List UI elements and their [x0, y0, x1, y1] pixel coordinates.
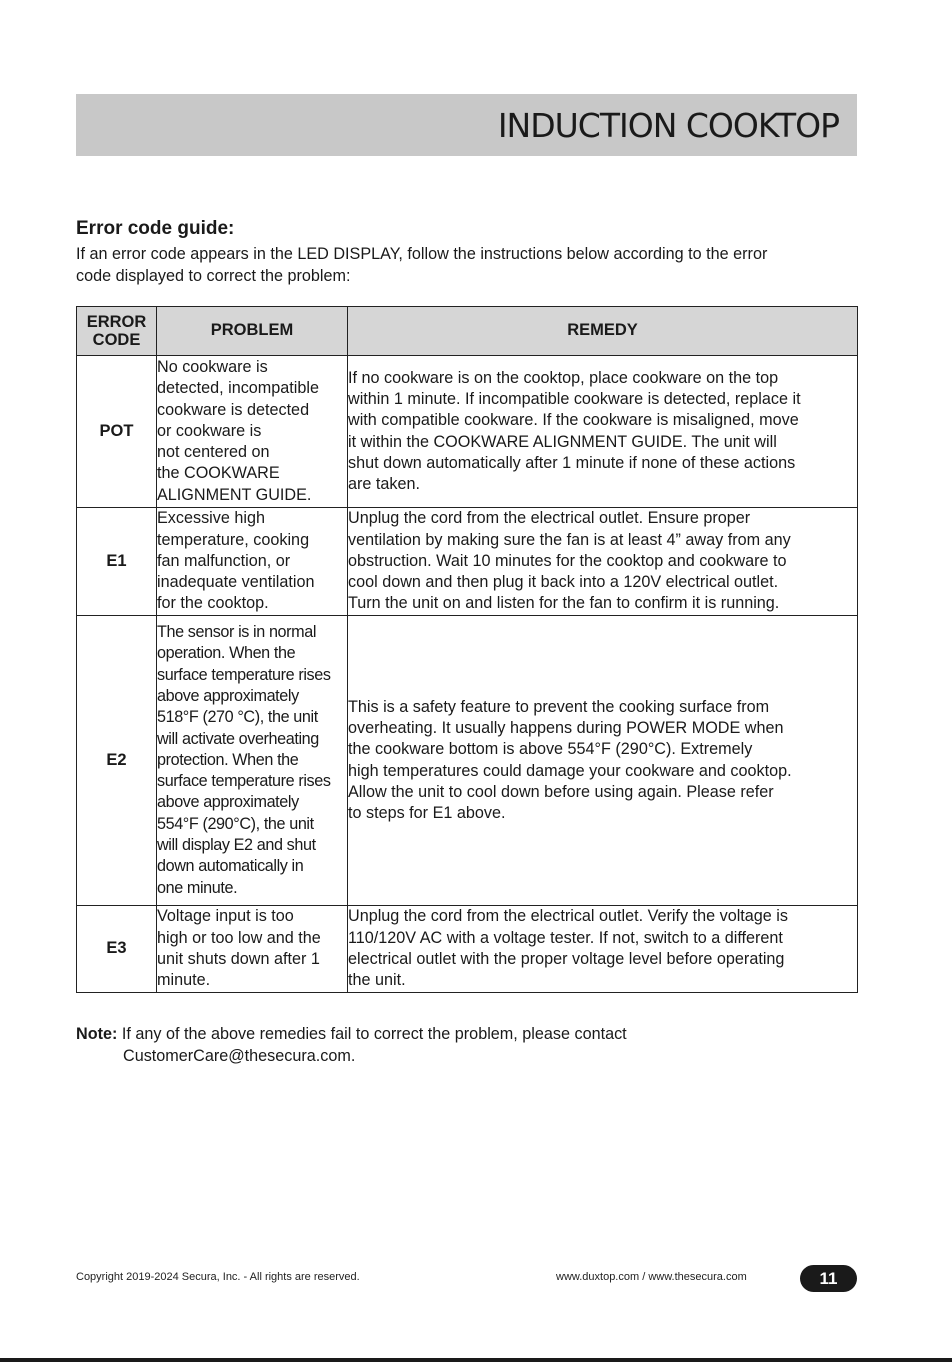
problem-line: ALIGNMENT GUIDE.: [157, 485, 312, 504]
problem-line: will display E2 and shut: [157, 836, 316, 855]
column-header-remedy: REMEDY: [348, 307, 858, 356]
problem-line: for the cooktop.: [157, 594, 269, 613]
problem-cell: [157, 616, 348, 906]
table-row: [77, 616, 858, 906]
problem-line: not centered on: [157, 443, 270, 462]
problem-line: high or too low and the: [157, 928, 321, 947]
problem-line: above approximately: [157, 793, 299, 812]
problem-line: Voltage input is too: [157, 907, 294, 926]
problem-line: operation. When the: [157, 644, 296, 663]
note-paragraph: [76, 1023, 876, 1067]
error-code-cell: POT: [77, 356, 157, 508]
intro-paragraph: [76, 243, 866, 287]
remedy-line: Turn the unit on and listen for the fan to confirm it is running.: [348, 594, 780, 613]
problem-line: will activate overheating: [157, 729, 319, 748]
table-header-row: [77, 307, 858, 356]
problem-line: down automatically in: [157, 857, 304, 876]
problem-line: The sensor is in normal: [157, 623, 317, 642]
remedy-line: with compatible cookware. If the cookware is misaligned, move: [348, 411, 799, 430]
remedy-line: shut down automatically after 1 minute if none of these actions: [348, 453, 796, 472]
remedy-cell: [348, 508, 858, 616]
error-code-cell: E2: [77, 616, 157, 906]
problem-line: temperature, cooking: [157, 530, 310, 549]
remedy-line: overheating. It usually happens during POWER MODE when: [348, 718, 784, 737]
remedy-line: Unplug the cord from the electrical outlet. Ensure proper: [348, 509, 751, 528]
problem-line: or cookware is: [157, 421, 262, 440]
remedy-line: cool down and then plug it back into a 120V electrical outlet.: [348, 573, 779, 592]
problem-line: inadequate ventilation: [157, 573, 315, 592]
table-row: [77, 906, 858, 993]
page-title: INDUCTION COOKTOP: [497, 106, 839, 145]
table-row: [77, 508, 858, 616]
remedy-line: high temperatures could damage your cookware and cooktop.: [348, 761, 792, 780]
problem-line: 518°F (270 °C), the unit: [157, 708, 318, 727]
problem-line: fan malfunction, or: [157, 551, 291, 570]
remedy-line: to steps for E1 above.: [348, 804, 506, 823]
problem-line: above approximately: [157, 686, 299, 705]
problem-line: surface temperature rises: [157, 665, 331, 684]
intro-line: code displayed to correct the problem:: [76, 267, 351, 285]
remedy-line: obstruction. Wait 10 minutes for the cooktop and cookware to: [348, 551, 787, 570]
problem-line: Excessive high: [157, 509, 265, 528]
remedy-cell: [348, 356, 858, 508]
problem-line: protection. When the: [157, 750, 299, 769]
remedy-line: Unplug the cord from the electrical outlet. Verify the voltage is: [348, 907, 788, 926]
remedy-line: Allow the unit to cool down before using again. Please refer: [348, 782, 774, 801]
remedy-cell: [348, 906, 858, 993]
remedy-line: This is a safety feature to prevent the cooking surface from: [348, 697, 770, 716]
remedy-line: the unit.: [348, 971, 406, 990]
error-code-cell: E3: [77, 906, 157, 993]
bottom-rule: [0, 1358, 952, 1362]
header-band: [76, 94, 857, 156]
note-label: Note:: [76, 1025, 118, 1043]
column-header-problem: PROBLEM: [157, 307, 348, 356]
remedy-line: it within the COOKWARE ALIGNMENT GUIDE. The unit will: [348, 432, 777, 451]
problem-cell: [157, 508, 348, 616]
table-row: [77, 356, 858, 508]
page-number-badge: 11: [800, 1265, 857, 1292]
problem-line: unit shuts down after 1: [157, 950, 320, 968]
problem-line: minute.: [157, 971, 211, 990]
problem-line: 554°F (290°C), the unit: [157, 814, 314, 833]
error-code-cell: E1: [77, 508, 157, 616]
problem-line: detected, incompatible: [157, 379, 319, 398]
remedy-line: the cookware bottom is above 554°F (290°C). Extremely: [348, 740, 753, 759]
remedy-line: 110/120V AC with a voltage tester. If not, switch to a different: [348, 928, 783, 947]
remedy-line: electrical outlet with the proper voltage level before operating: [348, 950, 785, 968]
problem-line: No cookware is: [157, 357, 268, 376]
column-header-error-code: ERROR CODE: [77, 307, 157, 356]
remedy-line: ventilation by making sure the fan is at least 4” away from any: [348, 530, 791, 549]
footer-websites: www.duxtop.com / www.thesecura.com: [556, 1271, 747, 1283]
remedy-line: are taken.: [348, 475, 420, 494]
footer-copyright: Copyright 2019-2024 Secura, Inc. - All rights are reserved.: [76, 1271, 360, 1283]
note-text: If any of the above remedies fail to correct the problem, please contact: [121, 1025, 627, 1043]
problem-cell: [157, 906, 348, 993]
section-heading: Error code guide:: [76, 218, 235, 239]
problem-line: cookware is detected: [157, 400, 310, 419]
problem-line: one minute.: [157, 878, 238, 897]
note-contact-email: CustomerCare@thesecura.com.: [123, 1047, 356, 1065]
error-code-table: [76, 306, 858, 993]
problem-line: surface temperature rises: [157, 772, 331, 791]
problem-cell: [157, 356, 348, 508]
remedy-line: If no cookware is on the cooktop, place cookware on the top: [348, 368, 779, 387]
remedy-line: within 1 minute. If incompatible cookware is detected, replace it: [348, 389, 801, 408]
problem-line: the COOKWARE: [157, 464, 280, 483]
intro-line: If an error code appears in the LED DISPLAY, follow the instructions below according to the error: [76, 245, 768, 263]
remedy-cell: [348, 616, 858, 906]
